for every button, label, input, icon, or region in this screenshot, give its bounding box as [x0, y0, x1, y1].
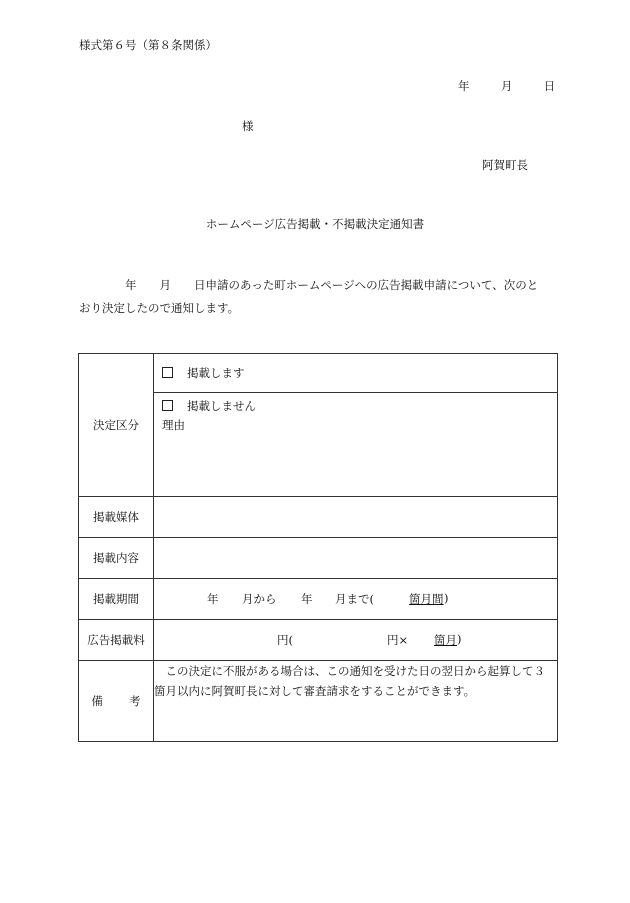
body-line-2: おり決定したので通知します。 — [79, 301, 240, 315]
period-close: ) — [444, 591, 449, 605]
remarks-line-2: 箇月以内に阿賀町長に対して審査請求をすることができます。 — [154, 684, 476, 698]
document-title: ホームページ広告掲載・不掲載決定通知書 — [205, 217, 425, 231]
fee-label: 広告掲載料 — [79, 620, 154, 661]
remarks-label-2: 考 — [129, 694, 141, 708]
fee-months: 箇月 — [434, 633, 457, 647]
media-field[interactable] — [154, 497, 558, 538]
period-year-2: 年 — [301, 592, 313, 606]
fee-close: ) — [457, 632, 462, 646]
form-number: 様式第６号（第８条関係） — [79, 38, 217, 52]
body-text — [79, 274, 557, 320]
addressee: 様 — [242, 119, 254, 133]
not-publish-checkbox[interactable] — [162, 400, 173, 411]
period-field[interactable] — [154, 579, 558, 620]
period-year-1: 年 — [207, 592, 219, 606]
fee-yen-times: 円× — [387, 633, 409, 647]
decision-table — [78, 353, 558, 742]
fee-field[interactable] — [154, 620, 558, 661]
period-months: 箇月間 — [409, 592, 444, 606]
remarks-label-1: 備 — [91, 694, 103, 708]
date-day: 日 — [543, 79, 556, 93]
issuer: 阿賀町長 — [482, 158, 528, 172]
content-field[interactable] — [154, 538, 558, 579]
option-publish-label: 掲載します — [187, 366, 245, 380]
date-month: 月 — [500, 79, 513, 93]
fee-yen-open: 円( — [277, 633, 293, 647]
publish-checkbox[interactable] — [162, 367, 173, 378]
remarks-text — [154, 661, 558, 742]
option-not-publish-label: 掲載しません — [187, 399, 256, 413]
media-label: 掲載媒体 — [79, 497, 154, 538]
remarks-label — [79, 661, 154, 742]
period-month-to: 月まで( — [335, 592, 374, 606]
reason-label: 理由 — [162, 418, 185, 432]
option-not-publish — [154, 393, 558, 497]
content-label: 掲載内容 — [79, 538, 154, 579]
date-year: 年 — [458, 79, 470, 93]
period-month-from: 月から — [242, 592, 277, 606]
period-label: 掲載期間 — [79, 579, 154, 620]
remarks-line-1: この決定に不服がある場合は、この通知を受けた日の翌日から起算して３ — [154, 664, 545, 678]
option-publish — [154, 354, 558, 393]
decision-label: 決定区分 — [79, 354, 154, 497]
date-line — [458, 78, 555, 94]
body-line-1: 年 月 日申請のあった町ホームページへの広告掲載申請について、次のと — [125, 278, 539, 292]
